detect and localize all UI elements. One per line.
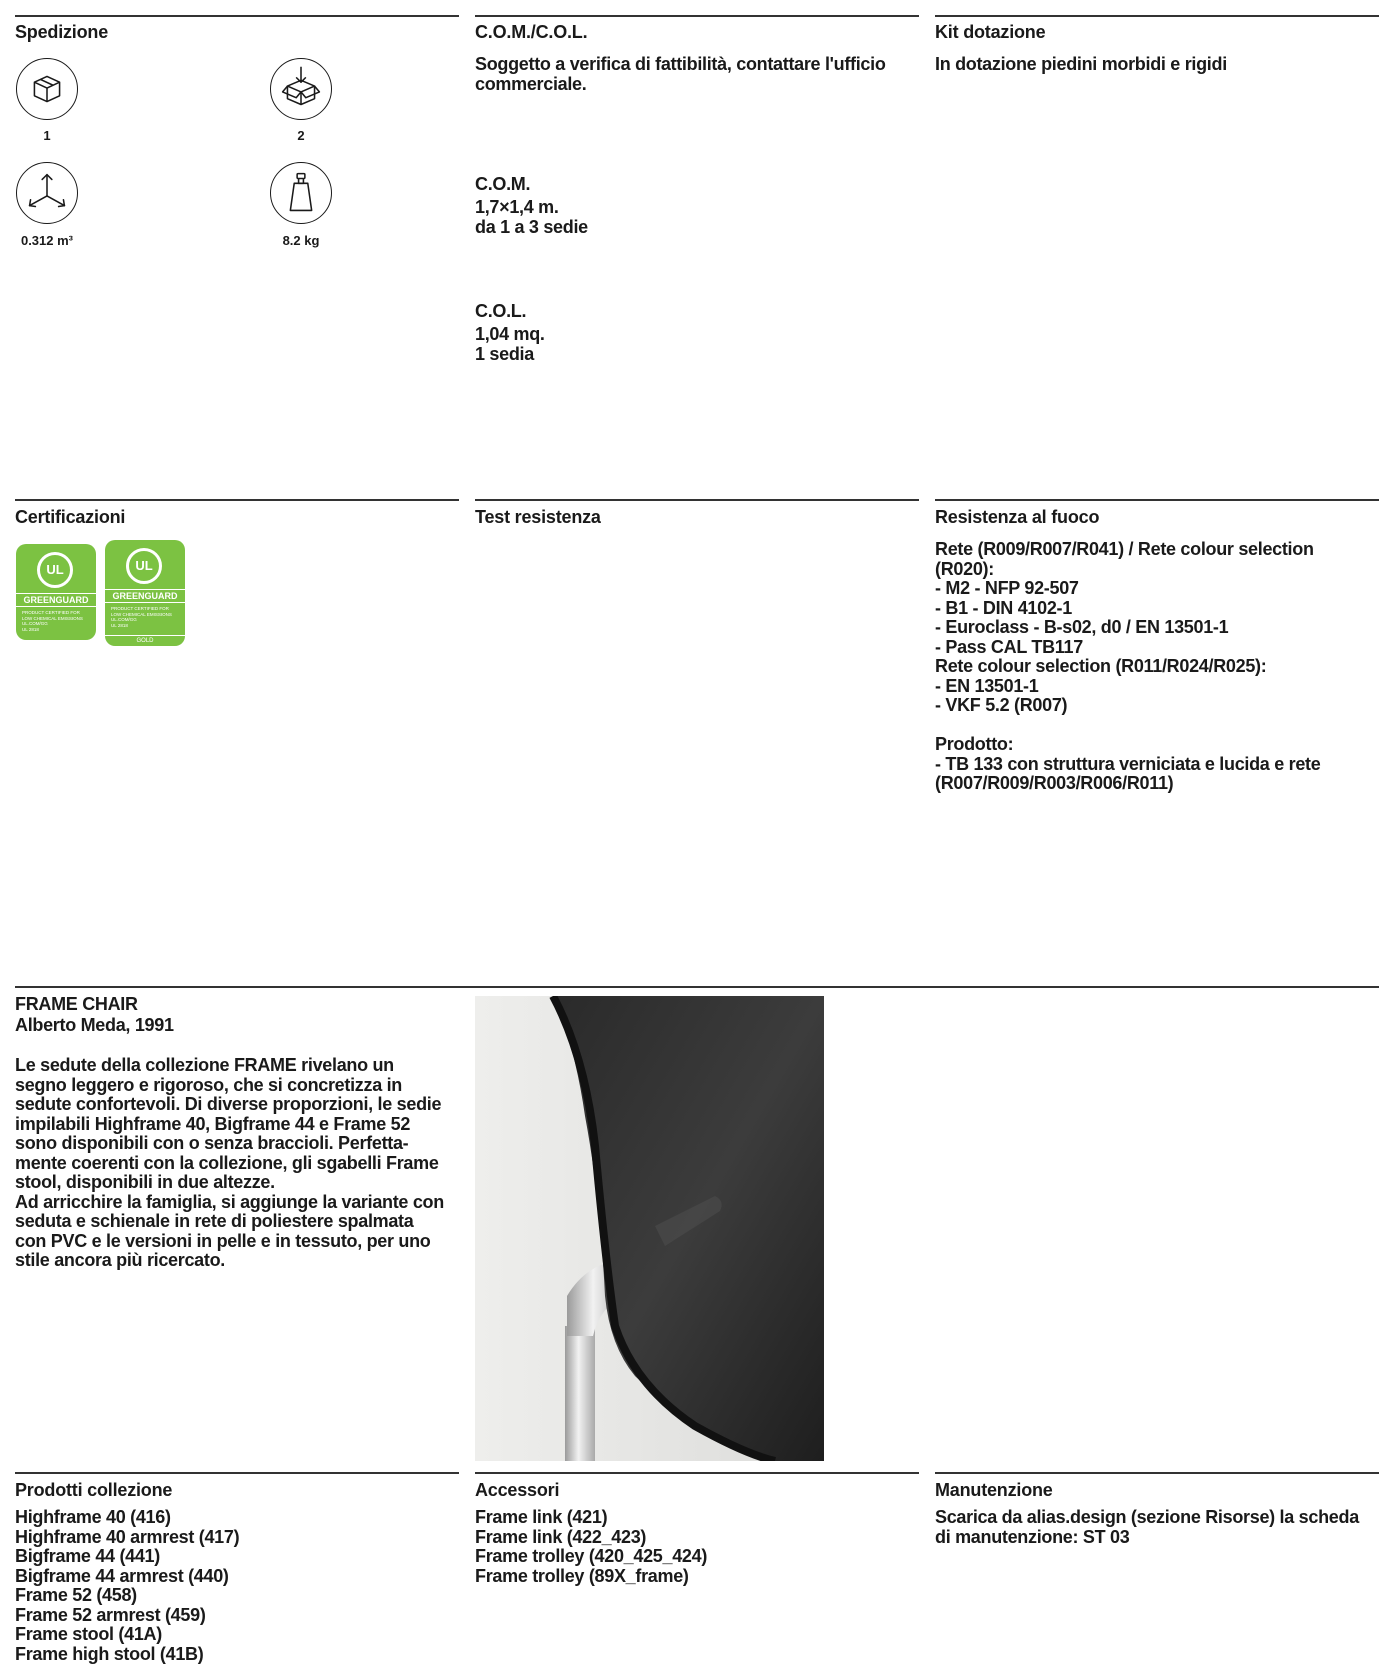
boxes-count: 2 (297, 128, 305, 143)
accessori-list (475, 1508, 707, 1586)
com-col-text: Soggetto a verifica di fattibilità, contattare l'ufficio commerciale. (475, 54, 886, 94)
ul-logo: UL (126, 548, 162, 584)
divider (15, 986, 1379, 988)
section-title-fuoco: Resistenza al fuoco (935, 507, 1100, 527)
greenguard-badge (16, 544, 96, 640)
greenguard-label: GREENGUARD (16, 593, 96, 607)
greenguard-label: GREENGUARD (105, 589, 185, 603)
divider (935, 499, 1379, 501)
list-item: Frame link (422_423) (475, 1526, 647, 1547)
volume-value: 0.312 m³ (20, 233, 74, 248)
weight-value: 8.2 kg (282, 233, 320, 248)
weight-icon (270, 162, 332, 224)
list-item: Frame 52 (458) (15, 1585, 137, 1605)
section-title-manutenzione: Manutenzione (935, 1480, 1053, 1500)
product-name: FRAME CHAIR (15, 994, 138, 1014)
divider (15, 15, 459, 17)
section-title-kit: Kit dotazione (935, 22, 1046, 42)
divider (475, 1472, 919, 1474)
gold-tier-label: GOLD (105, 635, 185, 646)
prodotti-list (15, 1508, 239, 1664)
divider (935, 1472, 1379, 1474)
package-count: 1 (43, 128, 51, 143)
com-title: C.O.M. (475, 174, 531, 194)
list-item: Frame high stool (41B) (15, 1643, 204, 1664)
section-title-prodotti: Prodotti collezione (15, 1480, 173, 1500)
divider (15, 1472, 459, 1474)
fuoco-text: Rete (R009/R007/R041) / Rete colour selection (R020): - M2 - NFP 92-507 - B1 - DIN 4102-1 - Euroclass - B-s02, d0 / EN 13501-1 - Pass CAL TB117 Rete colour selection (R011/R024/R025): - EN 13501-1 - VKF 5.2 (R007) Prodotto: - TB 133 con struttura verniciata e lucida e rete (R007/R009/R003/R006/R011) (935, 539, 1321, 793)
section-title-test: Test resistenza (475, 507, 601, 527)
list-item: Frame trolley (89X_frame) (475, 1565, 689, 1586)
section-title-spedizione: Spedizione (15, 22, 109, 42)
ul-logo: UL (37, 552, 73, 588)
col-title: C.O.L. (475, 301, 527, 321)
list-item: Bigframe 44 (441) (15, 1546, 160, 1566)
list-item: Frame 52 armrest (459) (15, 1604, 206, 1625)
list-item: Highframe 40 armrest (417) (15, 1526, 240, 1547)
section-title-com-col: C.O.M./C.O.L. (475, 22, 588, 42)
badge-fine-print: PRODUCT CERTIFIED FOR LOW CHEMICAL EMISSIONS UL.COM/GG UL 2818 (111, 606, 172, 628)
list-item: Frame stool (41A) (15, 1624, 162, 1644)
divider (475, 499, 919, 501)
list-item: Highframe 40 (416) (15, 1507, 171, 1527)
greenguard-gold-badge (105, 540, 185, 646)
manutenzione-text: Scarica da alias.design (sezione Risorse) la scheda di manutenzione: ST 03 (935, 1507, 1359, 1547)
list-item: Frame trolley (420_425_424) (475, 1546, 708, 1566)
divider (935, 15, 1379, 17)
badge-fine-print: PRODUCT CERTIFIED FOR LOW CHEMICAL EMISSIONS UL.COM/GG UL 2818 (22, 610, 83, 632)
box-icon (16, 58, 78, 120)
divider (475, 15, 919, 17)
section-title-certificazioni: Certificazioni (15, 507, 126, 527)
section-title-accessori: Accessori (475, 1480, 560, 1500)
list-item: Bigframe 44 armrest (440) (15, 1565, 229, 1586)
product-description: Le sedute della collezione FRAME rivelano un segno leggero e rigoroso, che si concretizza in sedute confortevoli. Di diverse proporzioni, le sedie impilabili Highframe 40, Bigframe 44 e Frame 52 sono disponibili con o senza braccioli. Perfetta- mente coerenti con la collezione, gli sgabelli Frame stool, disponibili in due altezze. Ad arricchire la famiglia, si aggiunge la variante con seduta e schienale in rete di poliestere spalmata con PVC e le versioni in pelle e in tessuto, per uno stile ancora più ricercato. (15, 1055, 444, 1270)
list-item: Frame link (421) (475, 1507, 608, 1527)
divider (15, 499, 459, 501)
product-designer: Alberto Meda, 1991 (15, 1015, 174, 1035)
volume-arrows-icon (16, 162, 78, 224)
col-text: 1,04 mq. 1 sedia (475, 324, 545, 364)
com-text: 1,7×1,4 m. da 1 a 3 sedie (475, 197, 588, 237)
product-photo (475, 996, 824, 1461)
box-open-arrow-icon (270, 58, 332, 120)
kit-text: In dotazione piedini morbidi e rigidi (935, 54, 1227, 74)
